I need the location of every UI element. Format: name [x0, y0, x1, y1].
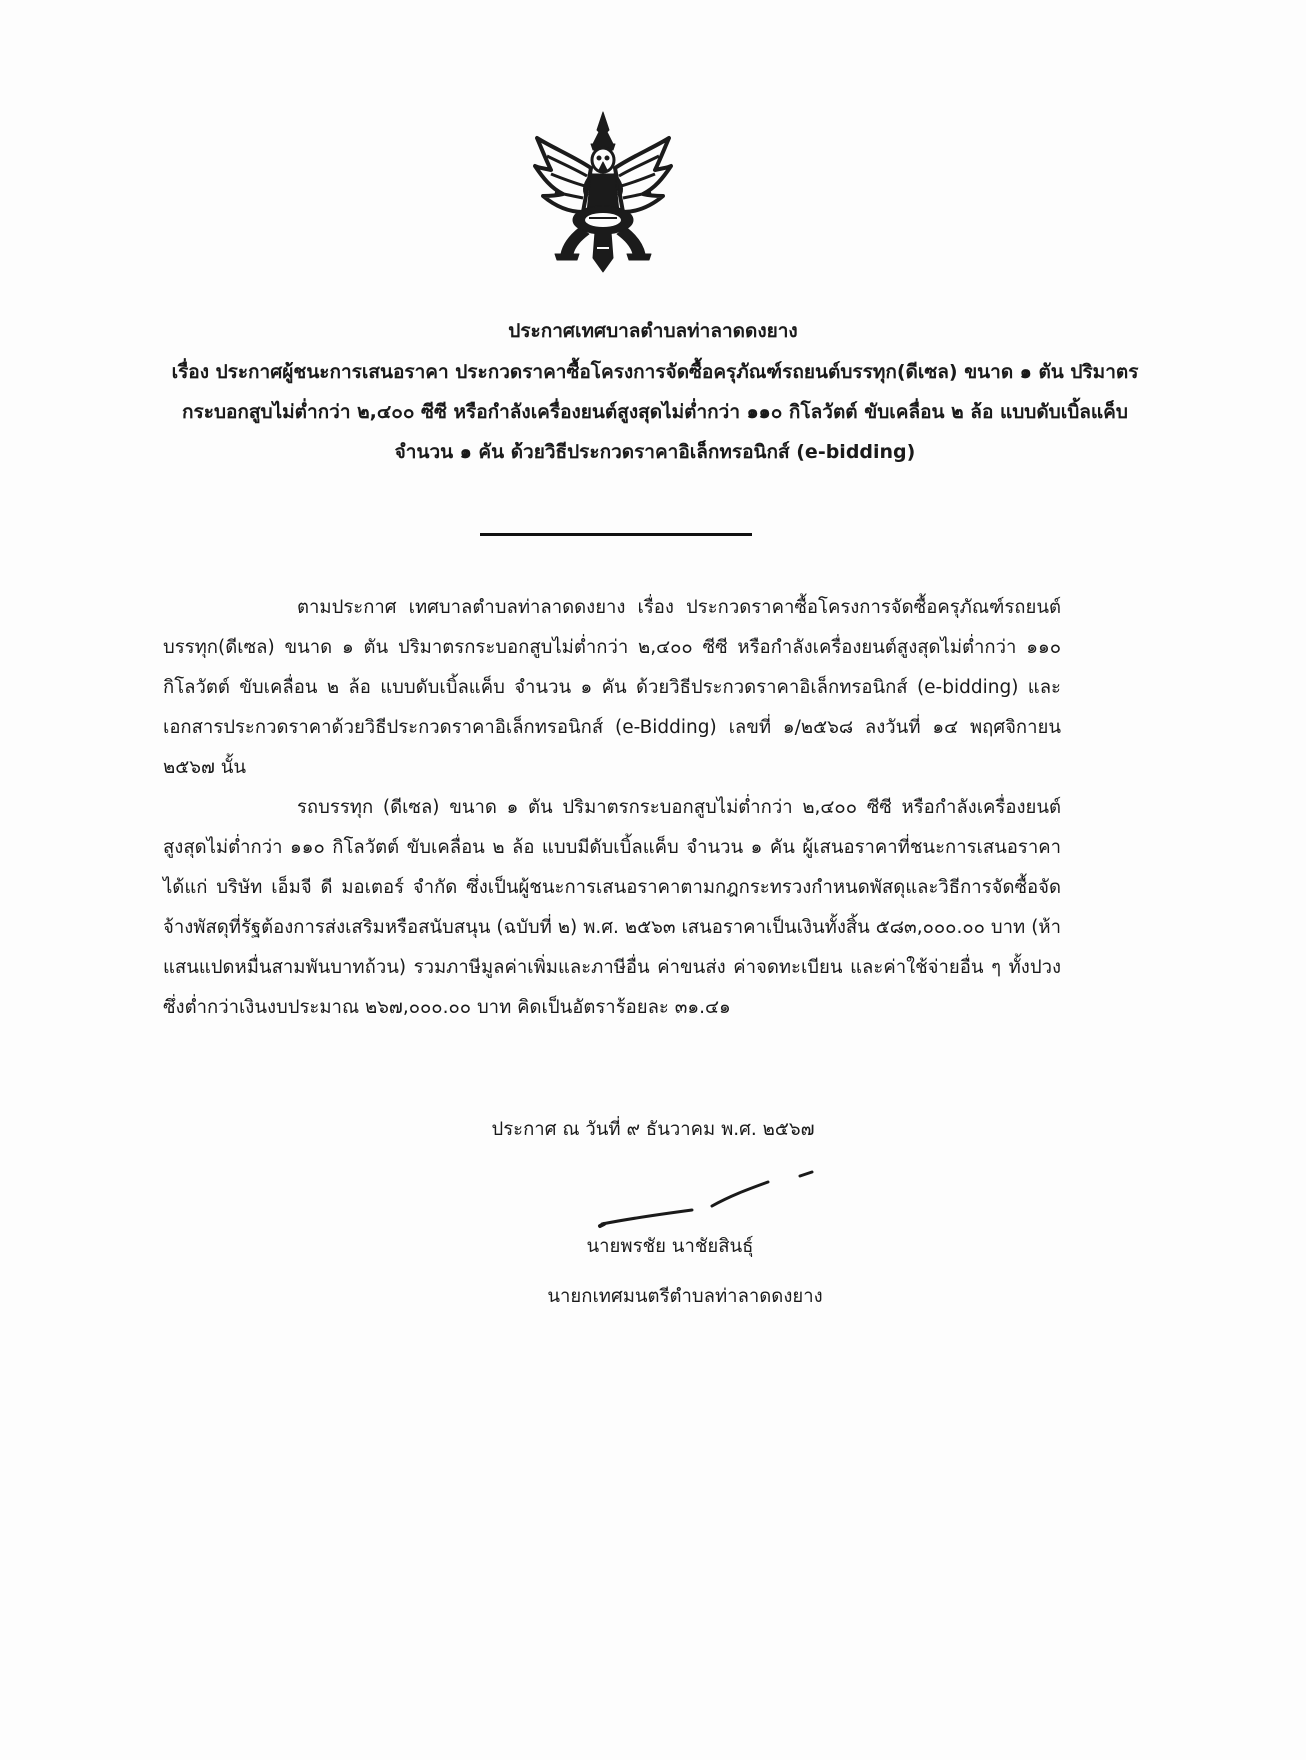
body-paragraph-1: ตามประกาศ เทศบาลตำบลท่าลาดดงยาง เรื่อง ประกวดราคาซื้อโครงการจัดซื้อครุภัณฑ์รถยนต์บรรทุก(ดีเซล) ขนาด ๑ ตัน ปริมาตรกระบอกสูบไม่ต่ำกว่า ๒,๔๐๐ ซีซี หรือกำลังเครื่องยนต์สูงสุดไม่ต่ำกว่า ๑๑๐ กิโลวัตต์ ขับเคลื่อน ๒ ล้อ แบบดับเบิ้ลแค็บ จำนวน ๑ คัน ด้วยวิธีประกวดราคาอิเล็กทรอนิกส์ (e-bidding) และเอกสารประกวดราคาด้วยวิธีประกวดราคาอิเล็กทรอนิกส์ (e-Bidding) เลขที่ ๑/๒๕๖๘ ลงวันที่ ๑๔ พฤศจิกายน ๒๕๖๗ นั้น: [163, 597, 1061, 778]
document-organization-title: ประกาศเทศบาลตำบลท่าลาดดงยาง: [508, 320, 798, 342]
signer-position: นายกเทศมนตรีตำบลท่าลาดดงยาง: [547, 1286, 823, 1307]
signer-name: นายพรชัย นาชัยสินธุ์: [586, 1236, 754, 1257]
title-divider: [480, 533, 752, 536]
handwritten-signature: [592, 1166, 832, 1236]
document-subject: เรื่อง ประกาศผู้ชนะการเสนอราคา ประกวดราคาซื้อโครงการจัดซื้อครุภัณฑ์รถยนต์บรรทุก(ดีเซล) ขนาด ๑ ตัน ปริมาตรกระบอกสูบไม่ต่ำกว่า ๒,๔๐๐ ซีซี หรือกำลังเครื่องยนต์สูงสุดไม่ต่ำกว่า ๑๑๐ กิโลวัตต์ ขับเคลื่อน ๒ ล้อ แบบดับเบิ้ลแค็บ จำนวน ๑ คัน ด้วยวิธีประกวดราคาอิเล็กทรอนิกส์ (e-bidding): [171, 361, 1139, 463]
garuda-emblem-icon: [533, 108, 673, 278]
body-paragraph-2: รถบรรทุก (ดีเซล) ขนาด ๑ ตัน ปริมาตรกระบอกสูบไม่ต่ำกว่า ๒,๔๐๐ ซีซี หรือกำลังเครื่องยนต์สูงสุดไม่ต่ำกว่า ๑๑๐ กิโลวัตต์ ขับเคลื่อน ๒ ล้อ แบบมีดับเบิ้ลแค็บ จำนวน ๑ คัน ผู้เสนอราคาที่ชนะการเสนอราคา ได้แก่ บริษัท เอ็มจี ดี มอเตอร์ จำกัด ซึ่งเป็นผู้ชนะการเสนอราคาตามกฎกระทรวงกำหนดพัสดุและวิธีการจัดซื้อจัดจ้างพัสดุที่รัฐต้องการส่งเสริมหรือสนับสนุน (ฉบับที่ ๒) พ.ศ. ๒๕๖๓ เสนอราคาเป็นเงินทั้งสิ้น ๕๘๓,๐๐๐.๐๐ บาท (ห้าแสนแปดหมื่นสามพันบาทถ้วน) รวมภาษีมูลค่าเพิ่มและภาษีอื่น ค่าขนส่ง ค่าจดทะเบียน และค่าใช้จ่ายอื่น ๆ ทั้งปวง ซึ่งต่ำกว่าเงินงบประมาณ ๒๖๗,๐๐๐.๐๐ บาท คิดเป็นอัตราร้อยละ ๓๑.๔๑: [163, 797, 1061, 1018]
announcement-date: ประกาศ ณ วันที่ ๙ ธันวาคม พ.ศ. ๒๕๖๗: [491, 1119, 815, 1140]
